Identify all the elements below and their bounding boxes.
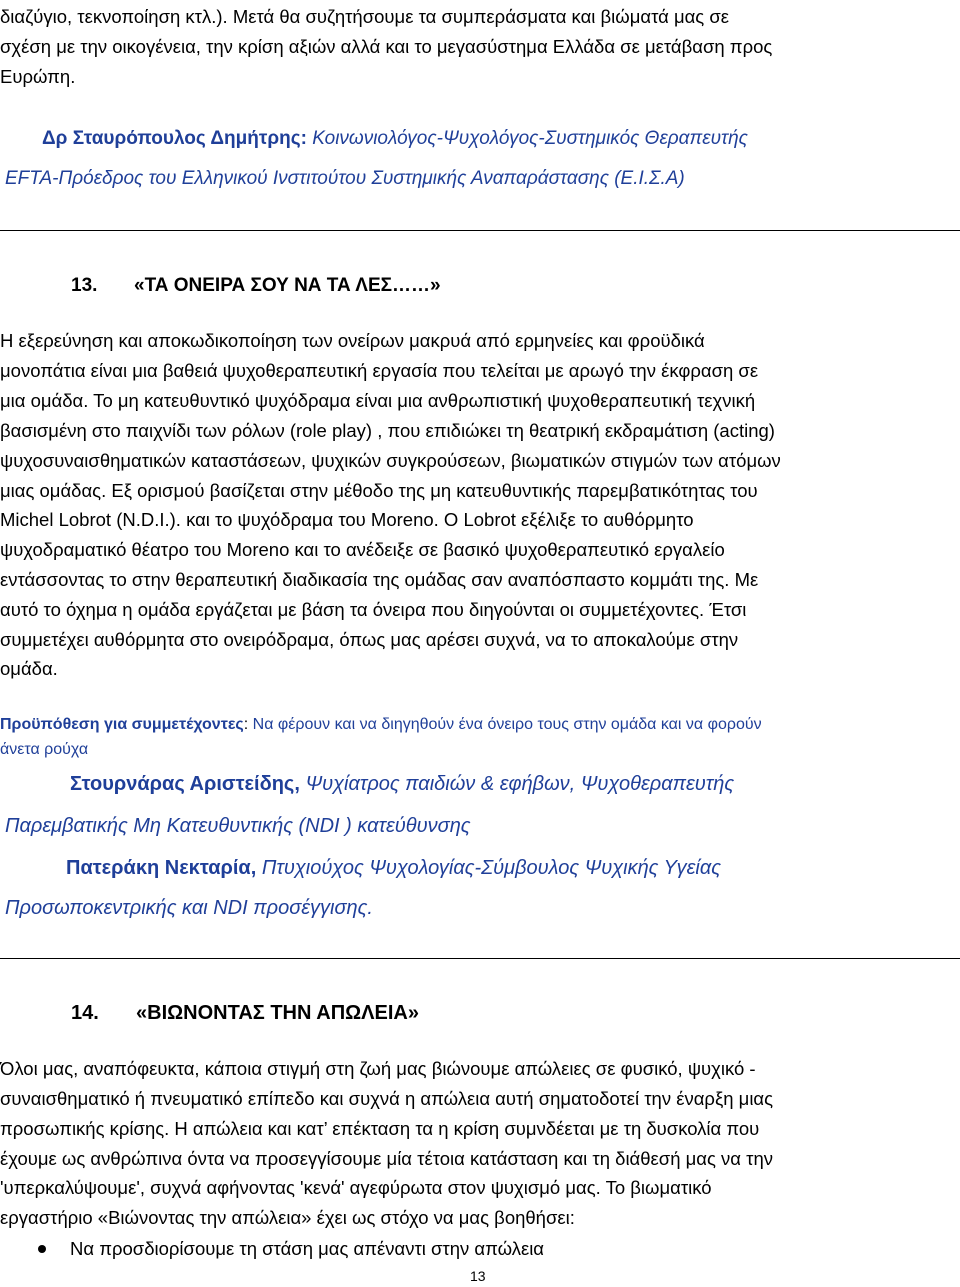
section13-line-8: ψυχοδραματικό θέατρο του Moreno και το ανέδειξε σε βασικό ψυχοθεραπευτικό εργαλείο: [0, 539, 725, 560]
presenter1-role2: EFTA-Πρόεδρος του Ελληνικού Ινστιτούτου Συστημικής Αναπαράστασης (Ε.Ι.Σ.Α): [5, 168, 685, 189]
section-divider-2: [0, 958, 960, 959]
intro-line-1: διαζύγιο, τεκνοποίηση κτλ.). Μετά θα συζητήσουμε τα συμπεράσματα και βιώματά μας σε: [0, 6, 730, 27]
prereq-line: [0, 710, 762, 740]
section14-title: «ΒΙΩΝΟΝΤΑΣ ΤΗΝ ΑΠΩΛΕΙΑ»: [136, 1002, 419, 1024]
section13-line-5: ψυχοσυναισθηματικών καταστάσεων, ψυχικών συγκρούσεων, βιωματικών στιγμών των ατόμων: [0, 450, 781, 471]
prereq-text: Να φέρουν και να διηγηθούν ένα όνειρο τους στην ομάδα και να φορούν: [252, 716, 762, 733]
page-number: 13: [470, 1268, 486, 1284]
presenter-b-line: [66, 852, 721, 884]
section13-number: 13.: [71, 275, 98, 296]
section14-line-1: Όλοι μας, αναπόφευκτα, κάποια στιγμή στη ζωή μας βιώνουμε απώλειες σε φυσικό, ψυχικό -: [0, 1058, 756, 1079]
presenter-a-name: Στουρνάρας Αριστείδης,: [70, 773, 300, 795]
prereq-colon: :: [243, 716, 249, 733]
presenter1-role1: Κοινωνιολόγος-Ψυχολόγος-Συστημικός Θεραπευτής: [312, 128, 748, 149]
intro-line-2: σχέση με την οικογένεια, την κρίση αξιών αλλά και το μεγασύστημα Ελλάδα σε μετάβαση προς: [0, 36, 773, 57]
section14-line-4: έχουμε ως ανθρώπινα όντα να προσεγγίσουμε μία τέτοια κατάσταση και τη διάθεσή μας να την: [0, 1148, 773, 1169]
presenter1-line: [42, 124, 748, 154]
section13-line-11: συμμετέχει αυθόρμητα στο ονειρόδραμα, όπως μας αρέσει συχνά, να το αποκαλούμε στην: [0, 629, 739, 650]
intro-line-3: Ευρώπη.: [0, 66, 76, 87]
section13-line-1: Η εξερεύνηση και αποκωδικοποίηση των ονείρων μακρυά από ερμηνείες και φροϋδικά: [0, 330, 705, 351]
section14-line-6: εργαστήριο «Βιώνοντας την απώλεια» έχει ως στόχο να μας βοηθήσει:: [0, 1207, 575, 1228]
presenter-b-role1: Πτυχιούχος Ψυχολογίας-Σύμβουλος Ψυχικής Υγείας: [261, 857, 721, 879]
presenter-a-role1: Ψυχίατρος παιδιών & εφήβων, Ψυχοθεραπευτής: [305, 773, 735, 795]
presenter-b-role2: Προσωποκεντρικής και NDI προσέγγισης.: [5, 897, 373, 919]
presenter-a-line: [70, 768, 734, 800]
section13-line-2: μονοπάτια είναι μια βαθειά ψυχοθεραπευτική εργασία που τελείται με αρωγό την έκφραση σε: [0, 360, 759, 381]
presenter1-name: Δρ Σταυρόπουλος Δημήτρης:: [42, 128, 307, 149]
section14-number: 14.: [71, 1002, 99, 1024]
prereq-label: Προϋπόθεση για συμμετέχοντες: [0, 716, 244, 733]
presenter-a-role2: Παρεμβατικής Μη Κατευθυντικής (NDI ) κατεύθυνσης: [5, 815, 471, 837]
section13-line-10: αυτό το όχημα η ομάδα εργάζεται με βάση τα όνειρα που διηγούνται οι συμμετέχοντες. Έτσι: [0, 599, 747, 620]
section13-line-6: μιας ομάδας. Εξ ορισμού βασίζεται στην μέθοδο της μη κατευθυντικής παρεμβατικότητας του: [0, 480, 758, 501]
section14-bullet-1: Να προσδιορίσουμε τη στάση μας απέναντι στην απώλεια: [70, 1238, 544, 1259]
section13-line-3: μια ομάδα. Το μη κατευθυντικό ψυχόδραμα είναι μια ανθρωπιστική ψυχοθεραπευτική τεχνική: [0, 390, 756, 411]
section14-line-3: προσωπικής κρίσης. Η απώλεια και κατ’ επέκταση τα η κρίση συμνδέεται με τη δυσκολία που: [0, 1118, 760, 1139]
section13-line-7: Michel Lobrot (N.D.I.). και το ψυχόδραμα του Moreno. O Lobrot εξέλιξε το αυθόρμητο: [0, 509, 694, 530]
bullet-icon: [38, 1245, 46, 1253]
section13-line-9: εντάσσοντας το στην θεραπευτική διαδικασία της ομάδας σαν αναπόσπαστο κομμάτι της. Με: [0, 569, 759, 590]
section14-line-2: συναισθηματικό ή πνευματικό επίπεδο και συχνά η απώλεια αυτή σηματοδοτεί την έναρξη μιας: [0, 1088, 774, 1109]
presenter-b-name: Πατεράκη Νεκταρία,: [66, 857, 257, 879]
section14-line-5: 'υπερκαλύψουμε', συχνά αφήνοντας 'κενά' αγεφύρωτα στον ψυχισμό μας. Το βιωματικό: [0, 1177, 712, 1198]
prereq-text-2: άνετα ρούχα: [0, 741, 89, 758]
section13-line-4: βασισμένη στο παιχνίδι των ρόλων (role play) , που επιδιώκει τη θεατρική εκδραμάτιση (acting): [0, 420, 775, 441]
section-divider-1: [0, 230, 960, 231]
section13-line-12: ομάδα.: [0, 658, 58, 679]
section13-title: «ΤΑ ΟΝΕΙΡΑ ΣΟΥ ΝΑ ΤΑ ΛΕΣ……»: [134, 275, 441, 296]
